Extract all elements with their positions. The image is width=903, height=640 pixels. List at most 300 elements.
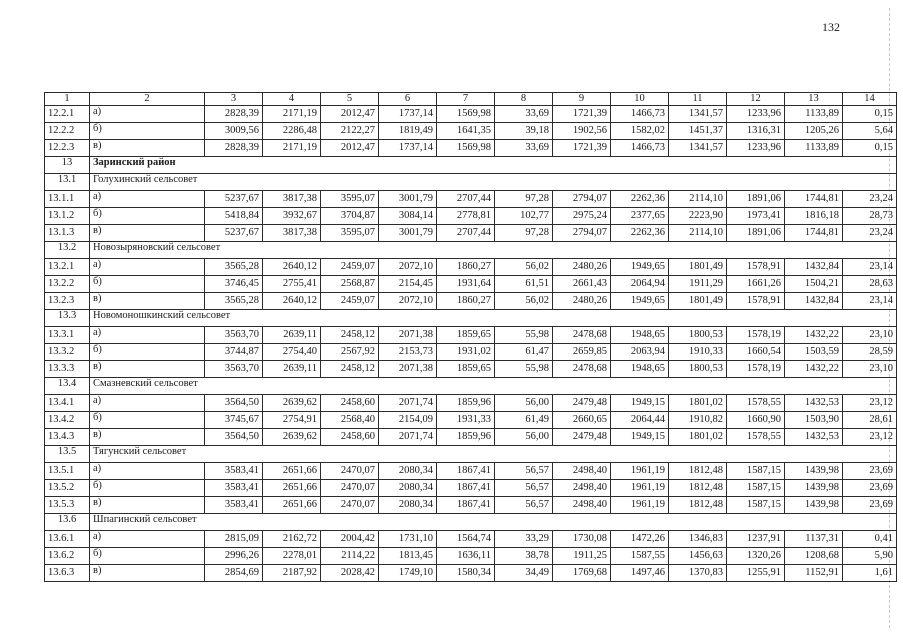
row-value: 1749,10	[379, 565, 437, 582]
column-header: 14	[843, 93, 897, 106]
row-value: 3001,79	[379, 191, 437, 208]
row-value: 2996,26	[205, 548, 263, 565]
row-code: 13.5.3	[45, 497, 90, 514]
row-value: 2639,62	[263, 395, 321, 412]
row-value: 1800,53	[669, 327, 727, 344]
row-value: 56,00	[495, 395, 553, 412]
row-value: 1208,68	[785, 548, 843, 565]
row-value: 2754,91	[263, 412, 321, 429]
row-value: 3565,28	[205, 293, 263, 310]
row-value: 1902,56	[553, 123, 611, 140]
row-value: 2754,40	[263, 344, 321, 361]
row-label: а)	[90, 463, 205, 480]
row-value: 2498,40	[553, 463, 611, 480]
row-value: 0,41	[843, 531, 897, 548]
column-header: 13	[785, 93, 843, 106]
row-value: 2262,36	[611, 225, 669, 242]
row-value: 2480,26	[553, 259, 611, 276]
row-value: 2651,66	[263, 497, 321, 514]
subsection-code: 13.6	[45, 514, 90, 531]
row-value: 2377,65	[611, 208, 669, 225]
row-value: 28,63	[843, 276, 897, 293]
row-value: 2458,12	[321, 361, 379, 378]
row-value: 23,69	[843, 480, 897, 497]
row-value: 1867,41	[437, 463, 495, 480]
row-value: 56,02	[495, 293, 553, 310]
row-value: 1432,84	[785, 293, 843, 310]
row-value: 97,28	[495, 191, 553, 208]
table-row	[45, 412, 897, 429]
table-row	[45, 191, 897, 208]
row-value: 1237,91	[727, 531, 785, 548]
row-value: 1569,98	[437, 140, 495, 157]
row-value: 2651,66	[263, 463, 321, 480]
row-value: 3583,41	[205, 480, 263, 497]
row-label: б)	[90, 480, 205, 497]
row-value: 1205,26	[785, 123, 843, 140]
row-value: 2278,01	[263, 548, 321, 565]
row-value: 3745,67	[205, 412, 263, 429]
council-subsection-row	[45, 514, 897, 531]
row-value: 61,49	[495, 412, 553, 429]
row-label: а)	[90, 106, 205, 123]
row-label: б)	[90, 548, 205, 565]
row-value: 2640,12	[263, 259, 321, 276]
row-value: 1961,19	[611, 497, 669, 514]
table-row	[45, 293, 897, 310]
row-value: 2479,48	[553, 395, 611, 412]
row-label: в)	[90, 565, 205, 582]
subsection-code: 13.4	[45, 378, 90, 395]
row-value: 61,51	[495, 276, 553, 293]
row-label: а)	[90, 395, 205, 412]
row-label: в)	[90, 497, 205, 514]
row-code: 13.2.1	[45, 259, 90, 276]
row-value: 102,77	[495, 208, 553, 225]
subsection-title: Смазневский сельсовет	[90, 378, 897, 395]
row-value: 2154,09	[379, 412, 437, 429]
header-row	[45, 93, 897, 106]
row-value: 23,69	[843, 463, 897, 480]
table-row	[45, 106, 897, 123]
row-label: а)	[90, 531, 205, 548]
row-value: 1859,65	[437, 327, 495, 344]
row-value: 1137,31	[785, 531, 843, 548]
row-value: 1660,90	[727, 412, 785, 429]
row-value: 1578,19	[727, 327, 785, 344]
row-value: 5237,67	[205, 191, 263, 208]
row-value: 3746,45	[205, 276, 263, 293]
row-value: 2064,94	[611, 276, 669, 293]
row-code: 13.4.3	[45, 429, 90, 446]
row-value: 1860,27	[437, 293, 495, 310]
column-header: 11	[669, 93, 727, 106]
row-value: 2755,41	[263, 276, 321, 293]
row-code: 13.6.2	[45, 548, 90, 565]
column-header: 1	[45, 93, 90, 106]
row-value: 1867,41	[437, 497, 495, 514]
row-value: 1316,31	[727, 123, 785, 140]
row-value: 1801,49	[669, 259, 727, 276]
row-label: б)	[90, 276, 205, 293]
row-value: 2072,10	[379, 293, 437, 310]
subsection-code: 13.1	[45, 174, 90, 191]
row-value: 2828,39	[205, 140, 263, 157]
row-value: 1816,18	[785, 208, 843, 225]
row-value: 2071,74	[379, 429, 437, 446]
row-value: 23,69	[843, 497, 897, 514]
row-value: 1569,98	[437, 106, 495, 123]
row-value: 2815,09	[205, 531, 263, 548]
row-value: 2080,34	[379, 463, 437, 480]
row-value: 1961,19	[611, 463, 669, 480]
row-value: 2162,72	[263, 531, 321, 548]
row-value: 3564,50	[205, 395, 263, 412]
row-value: 2498,40	[553, 497, 611, 514]
subsection-code: 13.5	[45, 446, 90, 463]
row-value: 2498,40	[553, 480, 611, 497]
row-value: 1580,34	[437, 565, 495, 582]
row-value: 1497,46	[611, 565, 669, 582]
row-value: 1587,55	[611, 548, 669, 565]
row-value: 56,57	[495, 497, 553, 514]
row-value: 1949,15	[611, 429, 669, 446]
row-value: 2778,81	[437, 208, 495, 225]
row-value: 2458,60	[321, 429, 379, 446]
row-value: 2122,27	[321, 123, 379, 140]
row-value: 2262,36	[611, 191, 669, 208]
row-value: 1800,53	[669, 361, 727, 378]
table-row	[45, 480, 897, 497]
row-value: 3817,38	[263, 191, 321, 208]
row-code: 13.4.1	[45, 395, 90, 412]
row-value: 3595,07	[321, 225, 379, 242]
row-value: 2171,19	[263, 140, 321, 157]
row-value: 3564,50	[205, 429, 263, 446]
row-value: 2004,42	[321, 531, 379, 548]
column-header: 2	[90, 93, 205, 106]
row-value: 1233,96	[727, 106, 785, 123]
row-code: 13.3.1	[45, 327, 90, 344]
row-value: 28,73	[843, 208, 897, 225]
row-value: 1641,35	[437, 123, 495, 140]
column-header: 12	[727, 93, 785, 106]
row-label: а)	[90, 327, 205, 344]
row-value: 33,69	[495, 106, 553, 123]
row-code: 13.4.2	[45, 412, 90, 429]
row-value: 2640,12	[263, 293, 321, 310]
row-value: 2153,73	[379, 344, 437, 361]
subsection-title: Шпагинский сельсовет	[90, 514, 897, 531]
row-value: 2568,87	[321, 276, 379, 293]
row-value: 2479,48	[553, 429, 611, 446]
row-value: 1931,64	[437, 276, 495, 293]
row-value: 3583,41	[205, 463, 263, 480]
row-code: 13.1.2	[45, 208, 90, 225]
row-value: 34,49	[495, 565, 553, 582]
row-label: в)	[90, 140, 205, 157]
row-value: 2063,94	[611, 344, 669, 361]
column-header: 8	[495, 93, 553, 106]
row-value: 1432,53	[785, 395, 843, 412]
row-value: 1801,49	[669, 293, 727, 310]
row-value: 1931,02	[437, 344, 495, 361]
row-value: 1341,57	[669, 106, 727, 123]
row-code: 13.5.1	[45, 463, 90, 480]
row-value: 2028,42	[321, 565, 379, 582]
table-row	[45, 225, 897, 242]
table-row	[45, 497, 897, 514]
row-value: 2154,45	[379, 276, 437, 293]
row-value: 28,61	[843, 412, 897, 429]
table-row	[45, 123, 897, 140]
row-value: 2458,12	[321, 327, 379, 344]
table-row	[45, 344, 897, 361]
row-value: 2568,40	[321, 412, 379, 429]
row-code: 13.6.1	[45, 531, 90, 548]
row-value: 2187,92	[263, 565, 321, 582]
row-value: 1744,81	[785, 225, 843, 242]
row-value: 5,64	[843, 123, 897, 140]
row-value: 61,47	[495, 344, 553, 361]
council-subsection-row	[45, 174, 897, 191]
row-value: 28,59	[843, 344, 897, 361]
row-value: 3932,67	[263, 208, 321, 225]
row-value: 1961,19	[611, 480, 669, 497]
row-value: 1578,91	[727, 259, 785, 276]
row-value: 1948,65	[611, 361, 669, 378]
row-value: 1812,48	[669, 480, 727, 497]
row-value: 56,57	[495, 463, 553, 480]
row-value: 23,14	[843, 259, 897, 276]
row-value: 1439,98	[785, 497, 843, 514]
row-value: 2223,90	[669, 208, 727, 225]
table-row	[45, 463, 897, 480]
row-value: 1341,57	[669, 140, 727, 157]
row-value: 1973,41	[727, 208, 785, 225]
row-value: 2639,11	[263, 361, 321, 378]
row-value: 2975,24	[553, 208, 611, 225]
row-label: а)	[90, 191, 205, 208]
subsection-title: Голухинский сельсовет	[90, 174, 897, 191]
column-header: 7	[437, 93, 495, 106]
row-value: 3704,87	[321, 208, 379, 225]
row-value: 1801,02	[669, 429, 727, 446]
row-value: 1439,98	[785, 463, 843, 480]
row-label: б)	[90, 208, 205, 225]
row-value: 97,28	[495, 225, 553, 242]
row-label: б)	[90, 412, 205, 429]
row-value: 1859,96	[437, 429, 495, 446]
row-value: 1769,68	[553, 565, 611, 582]
table-body	[45, 93, 897, 582]
table-row	[45, 361, 897, 378]
row-value: 3084,14	[379, 208, 437, 225]
row-value: 1587,15	[727, 480, 785, 497]
row-value: 2470,07	[321, 480, 379, 497]
row-value: 2071,74	[379, 395, 437, 412]
row-value: 3563,70	[205, 361, 263, 378]
row-value: 1466,73	[611, 140, 669, 157]
row-value: 56,57	[495, 480, 553, 497]
row-value: 1320,26	[727, 548, 785, 565]
tariff-table	[44, 92, 897, 582]
row-value: 55,98	[495, 361, 553, 378]
row-value: 3565,28	[205, 259, 263, 276]
column-header: 4	[263, 93, 321, 106]
row-value: 1730,08	[553, 531, 611, 548]
row-value: 2080,34	[379, 497, 437, 514]
row-value: 23,24	[843, 191, 897, 208]
row-value: 1911,29	[669, 276, 727, 293]
table-row	[45, 327, 897, 344]
row-value: 56,00	[495, 429, 553, 446]
row-value: 23,10	[843, 327, 897, 344]
row-label: а)	[90, 259, 205, 276]
row-value: 1370,83	[669, 565, 727, 582]
row-label: в)	[90, 361, 205, 378]
row-value: 2114,22	[321, 548, 379, 565]
row-code: 12.2.2	[45, 123, 90, 140]
section-title: Заринский район	[90, 157, 897, 174]
row-value: 1636,11	[437, 548, 495, 565]
row-value: 1949,65	[611, 293, 669, 310]
row-value: 2072,10	[379, 259, 437, 276]
row-code: 13.1.1	[45, 191, 90, 208]
row-value: 23,14	[843, 293, 897, 310]
row-value: 3744,87	[205, 344, 263, 361]
row-value: 56,02	[495, 259, 553, 276]
row-value: 1737,14	[379, 106, 437, 123]
council-subsection-row	[45, 242, 897, 259]
table-row	[45, 531, 897, 548]
row-value: 2828,39	[205, 106, 263, 123]
row-value: 2651,66	[263, 480, 321, 497]
row-value: 38,78	[495, 548, 553, 565]
row-value: 2478,68	[553, 361, 611, 378]
row-value: 1504,21	[785, 276, 843, 293]
row-label: в)	[90, 293, 205, 310]
row-value: 1432,53	[785, 429, 843, 446]
row-value: 1949,65	[611, 259, 669, 276]
column-header: 6	[379, 93, 437, 106]
district-section-row	[45, 157, 897, 174]
row-value: 1587,15	[727, 463, 785, 480]
table-row	[45, 259, 897, 276]
row-value: 1819,49	[379, 123, 437, 140]
row-value: 5418,84	[205, 208, 263, 225]
table-row	[45, 395, 897, 412]
row-value: 2012,47	[321, 140, 379, 157]
row-value: 1472,26	[611, 531, 669, 548]
table-row	[45, 276, 897, 293]
row-value: 2071,38	[379, 361, 437, 378]
column-header: 3	[205, 93, 263, 106]
row-value: 2854,69	[205, 565, 263, 582]
table-row	[45, 429, 897, 446]
council-subsection-row	[45, 378, 897, 395]
row-value: 5,90	[843, 548, 897, 565]
row-value: 23,12	[843, 395, 897, 412]
row-value: 5237,67	[205, 225, 263, 242]
subsection-code: 13.3	[45, 310, 90, 327]
row-value: 1731,10	[379, 531, 437, 548]
row-value: 2459,07	[321, 293, 379, 310]
row-value: 2639,11	[263, 327, 321, 344]
row-value: 1578,55	[727, 429, 785, 446]
row-value: 1812,48	[669, 463, 727, 480]
row-value: 1133,89	[785, 106, 843, 123]
section-code: 13	[45, 157, 90, 174]
row-value: 1721,39	[553, 106, 611, 123]
row-value: 1152,91	[785, 565, 843, 582]
row-value: 3817,38	[263, 225, 321, 242]
row-value: 1466,73	[611, 106, 669, 123]
table-row	[45, 548, 897, 565]
row-value: 1931,33	[437, 412, 495, 429]
row-value: 2470,07	[321, 463, 379, 480]
row-value: 2480,26	[553, 293, 611, 310]
row-value: 1133,89	[785, 140, 843, 157]
row-value: 1859,96	[437, 395, 495, 412]
table-row	[45, 140, 897, 157]
row-value: 1867,41	[437, 480, 495, 497]
row-value: 1859,65	[437, 361, 495, 378]
row-value: 55,98	[495, 327, 553, 344]
row-value: 2114,10	[669, 225, 727, 242]
row-value: 1,61	[843, 565, 897, 582]
row-value: 23,12	[843, 429, 897, 446]
row-value: 2459,07	[321, 259, 379, 276]
row-value: 1451,37	[669, 123, 727, 140]
row-value: 2659,85	[553, 344, 611, 361]
row-value: 1910,33	[669, 344, 727, 361]
row-value: 1948,65	[611, 327, 669, 344]
row-value: 23,10	[843, 361, 897, 378]
column-header: 5	[321, 93, 379, 106]
row-value: 1432,22	[785, 361, 843, 378]
row-code: 13.2.2	[45, 276, 90, 293]
row-value: 2794,07	[553, 225, 611, 242]
row-value: 2114,10	[669, 191, 727, 208]
column-header: 10	[611, 93, 669, 106]
row-value: 3009,56	[205, 123, 263, 140]
row-value: 2478,68	[553, 327, 611, 344]
row-value: 1578,19	[727, 361, 785, 378]
row-value: 1578,91	[727, 293, 785, 310]
row-label: б)	[90, 344, 205, 361]
column-header: 9	[553, 93, 611, 106]
row-value: 1721,39	[553, 140, 611, 157]
row-value: 1949,15	[611, 395, 669, 412]
row-code: 12.2.3	[45, 140, 90, 157]
row-value: 1911,25	[553, 548, 611, 565]
row-value: 2707,44	[437, 191, 495, 208]
row-value: 1456,63	[669, 548, 727, 565]
row-value: 1891,06	[727, 225, 785, 242]
row-value: 1801,02	[669, 395, 727, 412]
row-value: 33,69	[495, 140, 553, 157]
row-value: 1432,84	[785, 259, 843, 276]
row-value: 3563,70	[205, 327, 263, 344]
row-value: 2080,34	[379, 480, 437, 497]
row-value: 2470,07	[321, 497, 379, 514]
row-value: 1439,98	[785, 480, 843, 497]
row-value: 2567,92	[321, 344, 379, 361]
row-label: в)	[90, 225, 205, 242]
row-value: 1744,81	[785, 191, 843, 208]
row-label: б)	[90, 123, 205, 140]
